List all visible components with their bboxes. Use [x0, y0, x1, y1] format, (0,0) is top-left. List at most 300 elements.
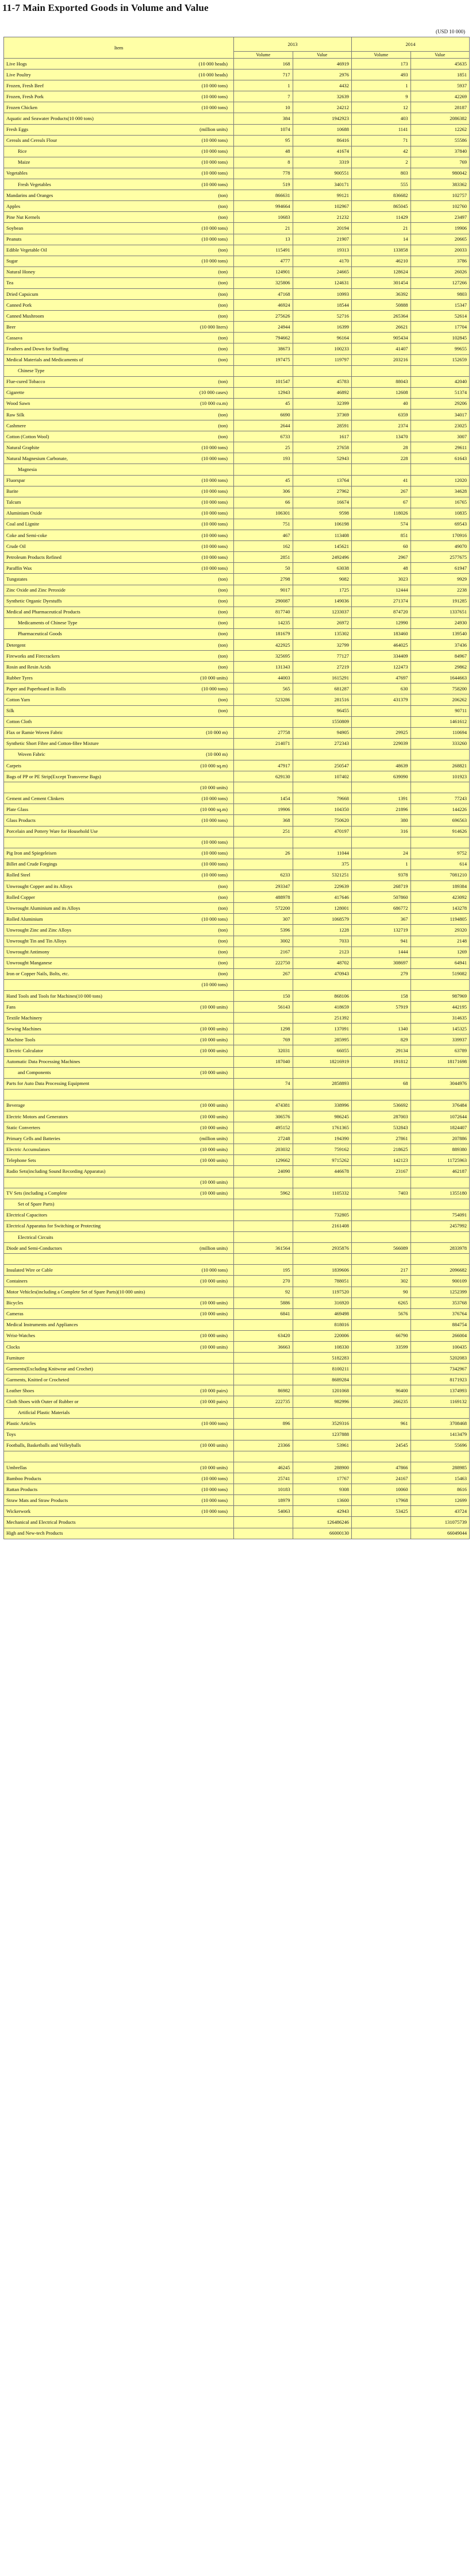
value-2014-cell: 152659: [410, 354, 470, 365]
volume-2013-cell: 10683: [234, 212, 293, 223]
volume-2013-cell: [234, 1232, 293, 1243]
item-cell: [4, 1100, 234, 1111]
volume-2014-cell: 133858: [352, 245, 411, 256]
value-2013-cell: 20194: [293, 223, 352, 234]
item-cell: [4, 870, 234, 880]
item-cell: [4, 376, 234, 387]
volume-2013-cell: 38673: [234, 343, 293, 354]
item-name: Soybean: [6, 225, 24, 231]
value-2014-cell: 34628: [410, 486, 470, 497]
table-row: [4, 223, 470, 234]
item-name: Garments, Knitted or Crocheted: [6, 1376, 70, 1382]
item-name: Billet and Crude Forgings: [6, 861, 57, 867]
volume-2013-cell: 25741: [234, 1473, 293, 1484]
volume-2014-cell: 507860: [352, 892, 411, 903]
volume-2014-cell: 686772: [352, 903, 411, 914]
item-cell: [4, 782, 234, 793]
item-name: Synthetic Organic Dyestuffs: [6, 598, 62, 604]
volume-2013-cell: 13: [234, 234, 293, 245]
item-name: Wood Sawn: [6, 400, 30, 407]
value-2014-cell: [410, 1177, 470, 1188]
item-unit: (10 000 tons): [201, 104, 228, 110]
item-name: Beer: [6, 323, 16, 330]
item-cell: [4, 1308, 234, 1319]
volume-2014-cell: 1141: [352, 124, 411, 135]
value-2013-cell: 27219: [293, 662, 352, 673]
item-cell: [4, 1528, 234, 1539]
item-cell: [4, 124, 234, 135]
value-2013-cell: 1617: [293, 431, 352, 442]
value-2014-cell: [410, 1407, 470, 1418]
volume-2013-cell: 12943: [234, 387, 293, 398]
item-unit: (10 000 liters): [199, 323, 228, 330]
table-row: [4, 1353, 470, 1364]
item-name: Bicycles: [6, 1300, 24, 1306]
table-row: [4, 1462, 470, 1473]
item-name: Talcum: [6, 499, 21, 505]
table-row: [4, 486, 470, 497]
item-name: Containers: [6, 1277, 28, 1284]
value-2014-cell: 101923: [410, 771, 470, 782]
volume-2013-cell: 293347: [234, 881, 293, 892]
item-name: Fireworks and Firecrackers: [6, 652, 60, 659]
table-row: [4, 563, 470, 574]
value-2014-cell: 11725963: [410, 1155, 470, 1166]
value-2013-cell: 96455: [293, 705, 352, 716]
item-cell: [4, 1473, 234, 1484]
item-unit: (ton): [218, 905, 228, 911]
table-body: [4, 59, 470, 1539]
table-row: [4, 848, 470, 859]
item-name: Live Poultry: [6, 71, 31, 78]
volume-2013-cell: 150: [234, 990, 293, 1001]
table-row: [4, 387, 470, 398]
value-2014-cell: 1072644: [410, 1111, 470, 1122]
volume-2013-cell: 214071: [234, 738, 293, 749]
volume-2013-cell: 325695: [234, 651, 293, 662]
item-name: Barite: [6, 488, 18, 495]
table-row: [4, 1517, 470, 1528]
value-2014-cell: 29206: [410, 398, 470, 409]
item-unit: (million units): [199, 1135, 228, 1141]
table-row: [4, 617, 470, 628]
item-cell: [4, 1385, 234, 1396]
item-unit: (10 000 units): [200, 1300, 228, 1306]
volume-2013-cell: 45: [234, 398, 293, 409]
value-2014-cell: 17704: [410, 322, 470, 333]
volume-2013-cell: [234, 1210, 293, 1221]
value-2014-cell: 20665: [410, 234, 470, 245]
value-2013-cell: 375: [293, 859, 352, 870]
value-2014-cell: 66049044: [410, 1528, 470, 1539]
value-2013-cell: 9715262: [293, 1155, 352, 1166]
item-cell: [4, 464, 234, 475]
value-2014-cell: 353768: [410, 1297, 470, 1308]
item-name: Woven Fabric: [18, 751, 45, 758]
value-2014-cell: 1169132: [410, 1396, 470, 1407]
item-name: Frozen, Fresh Beef: [6, 82, 44, 88]
volume-2014-cell: 118026: [352, 508, 411, 519]
item-cell: [4, 157, 234, 168]
item-name: High and New-tech Products: [6, 1530, 63, 1536]
volume-2014-cell: 183460: [352, 628, 411, 639]
table-row: [4, 1396, 470, 1407]
value-2014-cell: 29320: [410, 925, 470, 936]
value-2013-cell: 41674: [293, 146, 352, 157]
value-2013-cell: 53961: [293, 1440, 352, 1451]
value-2013-cell: 986245: [293, 1111, 352, 1122]
volume-2014-cell: 26621: [352, 322, 411, 333]
item-cell: [4, 760, 234, 771]
value-2013-cell: 9308: [293, 1484, 352, 1495]
item-cell: [4, 69, 234, 80]
volume-2014-cell: 639090: [352, 771, 411, 782]
table-row: [4, 1034, 470, 1045]
item-cell: [4, 705, 234, 716]
item-name: Cassava: [6, 334, 22, 341]
value-2014-cell: 2833978: [410, 1243, 470, 1254]
table-row: [4, 903, 470, 914]
volume-2014-cell: [352, 1210, 411, 1221]
item-cell: [4, 903, 234, 914]
value-2014-cell: 191285: [410, 596, 470, 607]
table-row: [4, 442, 470, 453]
value-2013-cell: 113408: [293, 530, 352, 541]
item-cell: [4, 1002, 234, 1013]
table-row: [4, 179, 470, 190]
volume-2014-cell: 46210: [352, 256, 411, 267]
item-unit: (10 000 units): [200, 1277, 228, 1284]
volume-2013-cell: 47917: [234, 760, 293, 771]
item-unit: (10 000 tons): [201, 159, 228, 165]
item-name: Paraffin Wax: [6, 565, 32, 571]
table-row: [4, 859, 470, 870]
value-2014-cell: 28187: [410, 102, 470, 113]
value-2013-cell: 128001: [293, 903, 352, 914]
volume-2013-cell: 5962: [234, 1188, 293, 1199]
table-row: [4, 1188, 470, 1199]
value-2014-cell: 519082: [410, 968, 470, 979]
value-2013-cell: 2161408: [293, 1221, 352, 1231]
value-2013-cell: [293, 979, 352, 990]
table-row: [4, 793, 470, 804]
volume-2013-cell: 629130: [234, 771, 293, 782]
volume-2014-cell: [352, 716, 411, 727]
value-2014-cell: 102757: [410, 190, 470, 201]
item-cell: [4, 749, 234, 760]
value-2014-cell: 614: [410, 859, 470, 870]
table-row: [4, 947, 470, 957]
export-table: [3, 37, 470, 1539]
table-row: [4, 398, 470, 409]
header-year-2013: 2013: [234, 37, 352, 52]
value-2013-cell: 66055: [293, 1045, 352, 1056]
table-row: [4, 1221, 470, 1231]
value-2014-cell: 1355180: [410, 1188, 470, 1199]
item-cell: [4, 322, 234, 333]
volume-2014-cell: [352, 1451, 411, 1462]
item-unit: (10 000 tons): [201, 543, 228, 549]
volume-2013-cell: 101547: [234, 376, 293, 387]
item-name: Cement and Cement Clinkers: [6, 795, 64, 801]
value-2013-cell: 126486246: [293, 1517, 352, 1528]
value-2013-cell: 32799: [293, 639, 352, 650]
volume-2014-cell: 308697: [352, 957, 411, 968]
volume-2014-cell: 66790: [352, 1330, 411, 1341]
value-2014-cell: [410, 1254, 470, 1265]
volume-2013-cell: 27248: [234, 1133, 293, 1144]
value-2013-cell: 149036: [293, 596, 352, 607]
item-unit: (10 000 tons): [201, 236, 228, 242]
value-2013-cell: [293, 1407, 352, 1418]
item-name: Peanuts: [6, 236, 22, 242]
item-cell: [4, 914, 234, 925]
value-2013-cell: 8689284: [293, 1374, 352, 1385]
item-unit: (ton): [218, 576, 228, 582]
item-unit: (10 000 tons): [201, 148, 228, 155]
item-unit: (ton): [218, 247, 228, 253]
item-unit: (10 000 heads): [198, 71, 228, 78]
value-2013-cell: 2858893: [293, 1078, 352, 1089]
item-cell: [4, 727, 234, 738]
item-name: Insulated Wire or Cable: [6, 1266, 53, 1273]
value-2014-cell: 12699: [410, 1495, 470, 1506]
item-cell: [4, 925, 234, 936]
item-unit: (ton): [218, 411, 228, 418]
volume-2013-cell: 124901: [234, 267, 293, 277]
table-row: [4, 91, 470, 102]
volume-2014-cell: 803: [352, 168, 411, 179]
value-2014-cell: 42040: [410, 376, 470, 387]
item-unit: (ton): [218, 652, 228, 659]
item-cell: [4, 826, 234, 837]
item-cell: [4, 1440, 234, 1451]
volume-2013-cell: 32031: [234, 1045, 293, 1056]
item-name: Furniture: [6, 1354, 25, 1361]
table-row: [4, 892, 470, 903]
value-2013-cell: 79668: [293, 793, 352, 804]
volume-2013-cell: 523286: [234, 694, 293, 705]
table-row: [4, 738, 470, 749]
volume-2013-cell: 222735: [234, 1396, 293, 1407]
item-cell: [4, 716, 234, 727]
item-unit: (ton): [218, 192, 228, 198]
volume-2013-cell: 23366: [234, 1440, 293, 1451]
item-cell: [4, 135, 234, 146]
item-cell: [4, 1451, 234, 1462]
item-name: Silk: [6, 708, 14, 714]
volume-2014-cell: 128624: [352, 267, 411, 277]
header-volume-2014: Volume: [352, 52, 411, 59]
value-2014-cell: 1413479: [410, 1429, 470, 1440]
volume-2014-cell: [352, 1429, 411, 1440]
value-2013-cell: 96164: [293, 333, 352, 343]
item-name: Electric Calculator: [6, 1047, 43, 1053]
item-unit: (ton): [218, 938, 228, 944]
value-2014-cell: 314635: [410, 1013, 470, 1024]
table-row: [4, 1111, 470, 1122]
value-2013-cell: 818016: [293, 1319, 352, 1330]
item-cell: [4, 59, 234, 69]
item-cell: [4, 530, 234, 541]
item-name: Frozen, Fresh Pork: [6, 93, 44, 99]
value-2013-cell: [293, 1177, 352, 1188]
item-unit: (10 000 tons): [201, 181, 228, 187]
value-2014-cell: 15347: [410, 300, 470, 311]
volume-2014-cell: 268719: [352, 881, 411, 892]
value-2014-cell: 9929: [410, 574, 470, 585]
value-2013-cell: 45783: [293, 376, 352, 387]
item-name: Rosin and Resin Acids: [6, 663, 51, 670]
value-2013-cell: 137091: [293, 1024, 352, 1034]
value-2013-cell: 63038: [293, 563, 352, 574]
volume-2014-cell: 21896: [352, 804, 411, 815]
volume-2014-cell: 57919: [352, 1002, 411, 1013]
value-2013-cell: 1201068: [293, 1385, 352, 1396]
value-2014-cell: 268821: [410, 760, 470, 771]
value-2014-cell: 3786: [410, 256, 470, 267]
value-2013-cell: 900551: [293, 168, 352, 179]
volume-2013-cell: 307: [234, 914, 293, 925]
volume-2013-cell: 74: [234, 1078, 293, 1089]
volume-2013-cell: [234, 1429, 293, 1440]
item-name: Apples: [6, 203, 21, 209]
volume-2014-cell: 431379: [352, 694, 411, 705]
item-cell: [4, 1024, 234, 1034]
item-name: Electrical Circuits: [18, 1234, 53, 1240]
value-2014-cell: 20033: [410, 245, 470, 256]
volume-2014-cell: 1340: [352, 1024, 411, 1034]
table-row: [4, 113, 470, 124]
item-name: Flue-cured Tobacco: [6, 379, 45, 385]
item-name: Rolled Copper: [6, 894, 35, 900]
value-2013-cell: 18544: [293, 300, 352, 311]
volume-2014-cell: 27861: [352, 1133, 411, 1144]
item-name: Pig Iron and Spiegeleisen: [6, 850, 57, 856]
item-unit: (10 000 sq.m): [200, 806, 228, 812]
table-row: [4, 1484, 470, 1495]
value-2014-cell: [410, 782, 470, 793]
value-2013-cell: 9598: [293, 508, 352, 519]
item-name: Bags of PP or PE Strip(Except Transverse Bags): [6, 773, 101, 779]
volume-2013-cell: 18979: [234, 1495, 293, 1506]
item-cell: [4, 563, 234, 574]
item-unit: (10 000 tons): [201, 1266, 228, 1273]
value-2013-cell: 27658: [293, 442, 352, 453]
value-2013-cell: 19313: [293, 245, 352, 256]
item-unit: (ton): [218, 345, 228, 352]
item-unit: (10 000 units): [200, 1113, 228, 1119]
table-row: [4, 1319, 470, 1330]
table-row: [4, 925, 470, 936]
value-2014-cell: 12020: [410, 475, 470, 486]
volume-2013-cell: 5396: [234, 925, 293, 936]
item-cell: [4, 1133, 234, 1144]
item-cell: [4, 1210, 234, 1221]
table-row: [4, 1495, 470, 1506]
item-cell: [4, 738, 234, 749]
table-row: [4, 190, 470, 201]
table-row: [4, 1013, 470, 1024]
volume-2013-cell: 50: [234, 563, 293, 574]
value-2014-cell: 206262: [410, 694, 470, 705]
volume-2013-cell: 131343: [234, 662, 293, 673]
item-cell: [4, 1254, 234, 1265]
item-name: Canned Mushroom: [6, 312, 44, 319]
item-unit: (ton): [218, 949, 228, 955]
item-name: Unwrought Manganese: [6, 960, 52, 966]
item-unit: (10 000 tons): [201, 817, 228, 824]
volume-2014-cell: 316: [352, 826, 411, 837]
value-2014-cell: 900109: [410, 1276, 470, 1287]
item-name: Maize: [18, 159, 30, 165]
value-2014-cell: 34017: [410, 410, 470, 420]
item-unit: (10 000 tons): [201, 861, 228, 867]
item-unit: (10 000 units): [200, 784, 228, 790]
value-2013-cell: 13764: [293, 475, 352, 486]
item-cell: [4, 848, 234, 859]
volume-2014-cell: 267: [352, 486, 411, 497]
value-2014-cell: 1337651: [410, 607, 470, 617]
item-unit: (10 000 tons): [201, 1486, 228, 1492]
item-name: Frozen Chicken: [6, 104, 38, 110]
volume-2013-cell: 36663: [234, 1341, 293, 1352]
value-2014-cell: 7342967: [410, 1364, 470, 1374]
volume-2013-cell: 21: [234, 223, 293, 234]
item-name: Tea: [6, 280, 14, 286]
volume-2014-cell: [352, 1517, 411, 1528]
table-row: [4, 124, 470, 135]
item-unit: (10 000 tons): [201, 565, 228, 571]
volume-2013-cell: 275626: [234, 311, 293, 322]
item-name: Artificial Plastic Materials: [18, 1409, 70, 1416]
item-name: Clocks: [6, 1343, 20, 1350]
table-row: [4, 552, 470, 563]
item-unit: (ton): [218, 620, 228, 626]
item-name: Fans: [6, 1003, 16, 1010]
table-row: [4, 475, 470, 486]
table-row: [4, 300, 470, 311]
item-cell: [4, 333, 234, 343]
item-name: Carpets: [6, 762, 21, 768]
item-name: Diode and Semi-Conductors: [6, 1245, 62, 1251]
table-row: [4, 1473, 470, 1484]
value-2013-cell: 108330: [293, 1341, 352, 1352]
item-name: Sewing Machines: [6, 1025, 41, 1032]
table-row: [4, 694, 470, 705]
item-name: Unwrought Copper and its Alloys: [6, 883, 72, 889]
volume-2014-cell: 574: [352, 519, 411, 530]
table-row: [4, 1199, 470, 1210]
value-2014-cell: [410, 1451, 470, 1462]
value-2013-cell: 24212: [293, 102, 352, 113]
value-2013-cell: 10993: [293, 288, 352, 299]
value-2014-cell: 189384: [410, 881, 470, 892]
item-unit: (10 000 cases): [199, 389, 228, 396]
value-2013-cell: 251392: [293, 1013, 352, 1024]
volume-2013-cell: 6690: [234, 410, 293, 420]
table-row: [4, 333, 470, 343]
header-year-2014: 2014: [352, 37, 470, 52]
item-cell: [4, 1067, 234, 1078]
volume-2013-cell: 1: [234, 80, 293, 91]
value-2014-cell: 442195: [410, 1002, 470, 1013]
value-2014-cell: 24930: [410, 617, 470, 628]
item-name: Dried Capsicum: [6, 291, 39, 297]
item-unit: (10 000 pairs): [200, 1387, 228, 1393]
value-2013-cell: 13600: [293, 1495, 352, 1506]
value-2013-cell: 16674: [293, 497, 352, 508]
